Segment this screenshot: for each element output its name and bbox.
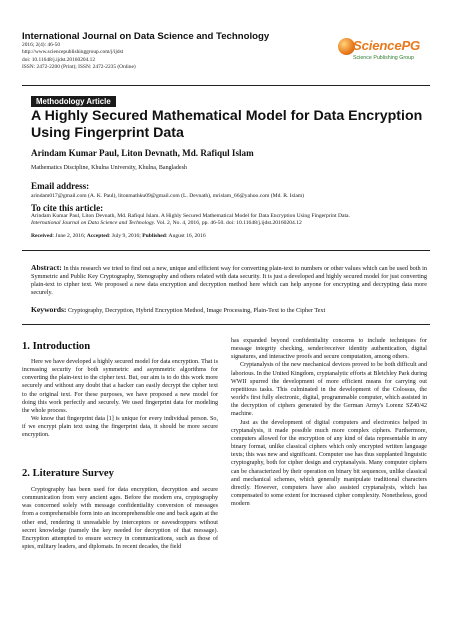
received-date: : June 2, 2016; <box>52 233 87 239</box>
article-dates <box>31 233 427 240</box>
abstract <box>31 264 427 297</box>
paragraph: Cryptanalysis of the new mechanical devices proved to be both difficult and laborious. In the United Kingdom, cryptanalytic efforts at Bletchley Park during WWII spurred the development of more efficient means for carrying out repetitious tasks. This culminated in the development of the Colossus, the world's first fully electronic, digital, programmable computer, which assisted in the decryption of ciphers generated by the German Army's Lorenz SZ40/42 machine. <box>231 362 427 418</box>
header-divider <box>22 85 430 86</box>
accepted-label: Accepted <box>86 233 109 239</box>
publisher-logo <box>338 35 434 75</box>
introduction-body <box>22 358 218 440</box>
affiliation: Mathematics Discipline, Khulna University, Khulna, Bangladesh <box>31 165 187 171</box>
abstract-text: In this research we tried to find out a new, unique and efficient way for converting plain-text to numbers or other values which can be used both in Symmetric and Public Key Cryptography, Stenography and others related with data security. It is just a developed and highly secured model for just converting plain-text to cipher text. We proposed a new data encryption and decryption method here which can help anyone for encrypting and decrypting data more securely. <box>31 265 427 297</box>
citation <box>31 213 427 227</box>
citation-journal: International Journal on Data Science and Technology. <box>31 220 156 227</box>
journal-title: International Journal on Data Science and Technology <box>22 31 270 42</box>
article-type-badge: Methodology Article <box>31 96 116 107</box>
citation-details: Vol. 2, No. 4, 2016, pp. 46-50. doi: 10.11648/j.ijdst.20160204.12 <box>155 220 302 227</box>
literature-body <box>22 486 218 551</box>
email-heading: Email address: <box>31 181 90 191</box>
logo-name: SciencePG <box>353 38 421 53</box>
logo-subtitle: Science Publishing Group <box>353 55 414 61</box>
journal-issn: ISSN: 2472-2200 (Print); ISSN: 2472-2235 (Online) <box>22 64 136 71</box>
paragraph: has expanded beyond confidentiality concerns to include techniques for message integrity checking, sender/receiver identity authentication, digital signatures, and interactive proofs and secure computation, among others. <box>231 338 427 361</box>
published-label: Published <box>142 233 166 239</box>
email-list: arindam017@gmail.com (A. K. Paul), litonmathku09@gmail.com (L. Devnath), mrislam_66@yahoo.com (Md. R. Islam) <box>31 193 305 199</box>
cite-heading: To cite this article: <box>31 203 104 213</box>
keywords-label: Keywords: <box>31 305 67 314</box>
paragraph: We know that fingerprint data [1] is unique for every individual person. So, if we encrypt plain text using the fingerprint data, it should be more secure encryption. <box>22 416 218 439</box>
abstract-label: Abstract: <box>31 263 62 272</box>
paragraph: Just as the development of digital computers and electronics helped in cryptanalysis, it made possible much more complex ciphers. Furthermore, computers allowed for the encryption of any kind of data representable in any binary format, unlike classical ciphers which only encrypted written language texts; this was new and significant. Computer use has thus supplanted linguistic cryptography, both for cipher design and cryptanalysis. Many computer ciphers can be characterized by their operation on binary bit sequences, unlike classical and mechanical schemes, which generally manipulate traditional characters directly. However, computers have also assisted cryptanalysis, which has compensated to some extent for increased cipher complexity. Nonetheless, good modern <box>231 419 427 508</box>
authors: Arindam Kumar Paul, Liton Devnath, Md. Rafiqul Islam <box>31 148 254 158</box>
keywords <box>31 306 427 315</box>
journal-doi: doi: 10.11648/j.ijdst.20160204.12 <box>22 56 96 63</box>
keywords-text: Cryptography, Decryption, Hybrid Encryption Method, Image Processing, Plain-Text to the Cipher Text <box>66 307 326 314</box>
literature-heading: 2. Literature Survey <box>22 468 114 479</box>
abstract-top-divider <box>22 250 430 251</box>
published-date: : August 16, 2016 <box>165 233 206 239</box>
right-column-body <box>231 337 427 508</box>
abstract-bottom-divider <box>22 324 430 325</box>
received-label: Received <box>31 233 53 239</box>
journal-volume: 2016; 2(4): 46-50 <box>22 42 61 48</box>
paragraph: Here we have developed a highly secured model for data encryption. That is increasing security for both symmetric and asymmetric algorithms for converting the plain-text to the cipher text. But, our aim is to do this work more securely and without any doubt that a hacker can easily decrypt the cipher text to the original text. For these purposes, we have proposed a new model for doing this work perfectly and securely. We used fingerprint data for modeling the whole process. <box>22 359 218 414</box>
introduction-heading: 1. Introduction <box>22 341 91 352</box>
accepted-date: : July 9, 2016; <box>108 233 143 239</box>
article-title: A Highly Secured Mathematical Model for Data Encryption Using Fingerprint Data <box>31 108 423 141</box>
journal-url[interactable]: http://www.sciencepublishinggroup.com/j/ijdst <box>22 49 124 56</box>
paragraph: Cryptography has been used for data encryption, decryption and secure communication from very ancient ages. Before the modern era, cryptography was concerned solely with message confidentiality conversion of messages from a comprehensible form into an incomprehensible one and back again at the other end, rendering it unreadable by interceptors or eavesdroppers without secret knowledge (namely the key needed for decryption of that message). Encryption attempted to ensure secrecy in communications, such as those of spies, military leaders, and diplomats. In recent decades, the field <box>22 487 218 551</box>
citation-line1: Arindam Kumar Paul, Liton Devnath, Md. Rafiqul Islam. A Highly Secured Mathematical Model for Data Encryption Using Fingerprint Data. <box>31 213 350 219</box>
journal-header <box>22 31 322 72</box>
